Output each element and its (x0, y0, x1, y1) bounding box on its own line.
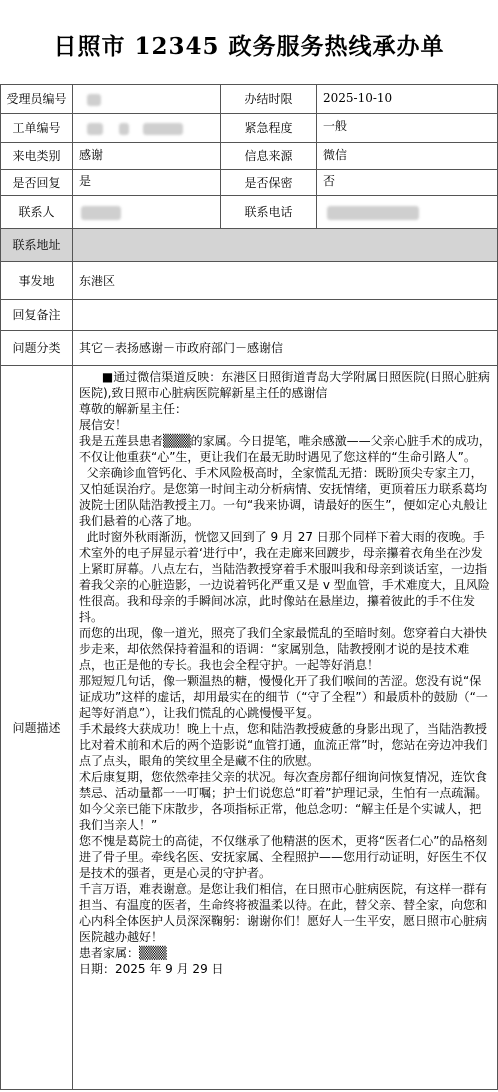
description-paragraph: 您不愧是葛院士的高徒，不仅继承了他精湛的医术，更将“医者仁心”的品格刻进了骨子里。牵线名医、安抚家属、全程照护——您用行动证明，好医生不仅是技术的强者，更是心灵的守护者。 (79, 834, 488, 880)
contact-value (73, 196, 221, 229)
form-row (1, 143, 498, 170)
form-row (1, 262, 498, 300)
category-label: 问题分类 (1, 331, 73, 366)
order-id-value (73, 114, 221, 143)
description-paragraph: 展信安！ (79, 418, 128, 432)
form-row (1, 85, 498, 114)
finish-time-value: 2025-10-10 (317, 85, 498, 114)
info-source-value: 微信 (317, 143, 498, 170)
description-paragraph: 父亲确诊血管钙化、手术风险极高时，全家慌乱无措：既盼顶尖专家主刀，又怕延误治疗。是您第一时间主动分析病情、安抚情绪，更顶着压力联系葛均波院士团队陆浩教授主刀。一句“我来协调，请最好的医生”，便如定心丸般让我们悬着的心落了地。 (79, 466, 488, 528)
confidential-label: 是否保密 (221, 170, 317, 196)
finish-time-label: 办结时限 (221, 85, 317, 114)
description-date: 日期：2025 年 9 月 29 日 (79, 962, 224, 976)
call-type-value: 感谢 (73, 143, 221, 170)
info-source-label: 信息来源 (221, 143, 317, 170)
form-row (1, 114, 498, 143)
description-paragraph: 此时窗外秋雨渐沥，恍惚又回到了 9 月 27 日那个同样下着大雨的夜晚。手术室外的电子屏显示着‘进行中’，我在走廊来回踱步，母亲攥着衣角坐在沙发上紧盯屏幕。八点左右，当陆浩教授穿着手术服叫我和母亲到谈话室，一边指着我父亲的心脏造影，一边说着钙化严重又是 v 型血管，手术难度大，且风险性很高。我和母亲的手瞬间冰凉，此时像站在悬崖边，攥着彼此的手不住发抖。 (79, 530, 490, 624)
phone-label: 联系电话 (221, 196, 317, 229)
reply-label: 是否回复 (1, 170, 73, 196)
form-row (1, 300, 498, 331)
address-value (73, 229, 498, 262)
form-row (1, 170, 498, 196)
address-label: 联系地址 (1, 229, 73, 262)
acceptor-id-value (73, 85, 221, 114)
description-paragraph: 尊敬的解新星主任： (79, 402, 188, 416)
form-row (1, 229, 498, 262)
form-row (1, 196, 498, 229)
location-label: 事发地 (1, 262, 73, 300)
description-label: 问题描述 (1, 366, 73, 1090)
form-row (1, 331, 498, 366)
order-id-label: 工单编号 (1, 114, 73, 143)
description-signature: 患者家属：▒▒▒ (79, 946, 167, 960)
description-paragraph: 千言万语，难表谢意。是您让我们相信，在日照市心脏病医院，有这样一群有担当、有温度的医者，生命终将被温柔以待。在此，替父亲、替全家，向您和心内科全体医护人员深深鞠躬：谢谢你们！愿好人一生平安，愿日照市心脏病医院越办越好！ (79, 882, 488, 944)
phone-value (317, 196, 498, 229)
reply-value: 是 (73, 170, 221, 196)
description-body (73, 366, 498, 1090)
description-paragraph: 术后康复期，您依然牵挂父亲的状况。每次查房都仔细询问恢复情况，连饮食禁忌、活动量都一一叮嘱；护士们说您总“盯着”护理记录，生怕有一点疏漏。如今父亲已能下床散步，各项指标正常，他总念叨：“解主任是个实诚人，把我们当亲人！” (79, 770, 488, 832)
contact-label: 联系人 (1, 196, 73, 229)
urgency-value: 一般 (317, 114, 498, 143)
description-paragraph: 那短短几句话，像一颗温热的糖，慢慢化开了我们喉间的苦涩。您没有说“保证成功”这样的虚话，却用最实在的细节（“守了全程”）和最质朴的鼓励（“一起等好消息”），让我们慌乱的心跳慢慢平复。 (79, 674, 488, 720)
category-value: 其它－表扬感谢－市政府部门－感谢信 (73, 331, 498, 366)
confidential-value: 否 (317, 170, 498, 196)
description-paragraph: 我是五莲县患者▒▒▒的家属。今日提笔，唯余感激——父亲心脏手术的成功，不仅让他重获“心”生，更让我们在最无助时遇见了您这样的“生命引路人”。 (79, 434, 491, 464)
description-paragraph: 手术最终大获成功！晚上十点，您和陆浩教授疲惫的身影出现了，当陆浩教授比对着术前和术后的两个造影说“血管打通，血流正常”时，您站在旁边冲我们点了点头，眼角的笑纹里全是藏不住的欣慰。 (79, 722, 488, 768)
call-type-label: 来电类别 (1, 143, 73, 170)
remark-label: 回复备注 (1, 300, 73, 331)
document-title: 日照市 12345 政务服务热线承办单 (53, 33, 445, 60)
work-order-form (0, 84, 498, 1090)
description-paragraph: 而您的出现，像一道光，照亮了我们全家最慌乱的至暗时刻。您穿着白大褂快步走来，却依然保持着温和的语调：“家属别急，陆教授刚才说的是技术难点，也正是他的专长。我也会全程守护。一起等好消息！ (79, 626, 488, 672)
acceptor-id-label: 受理员编号 (1, 85, 73, 114)
form-row (1, 366, 498, 1090)
remark-value (73, 300, 498, 331)
urgency-label: 紧急程度 (221, 114, 317, 143)
description-paragraph: ■通过微信渠道反映：东港区日照街道青岛大学附属日照医院(日照心脏病医院),致日照市心脏病医院解新星主任的感谢信 (79, 370, 490, 400)
location-value: 东港区 (73, 262, 498, 300)
